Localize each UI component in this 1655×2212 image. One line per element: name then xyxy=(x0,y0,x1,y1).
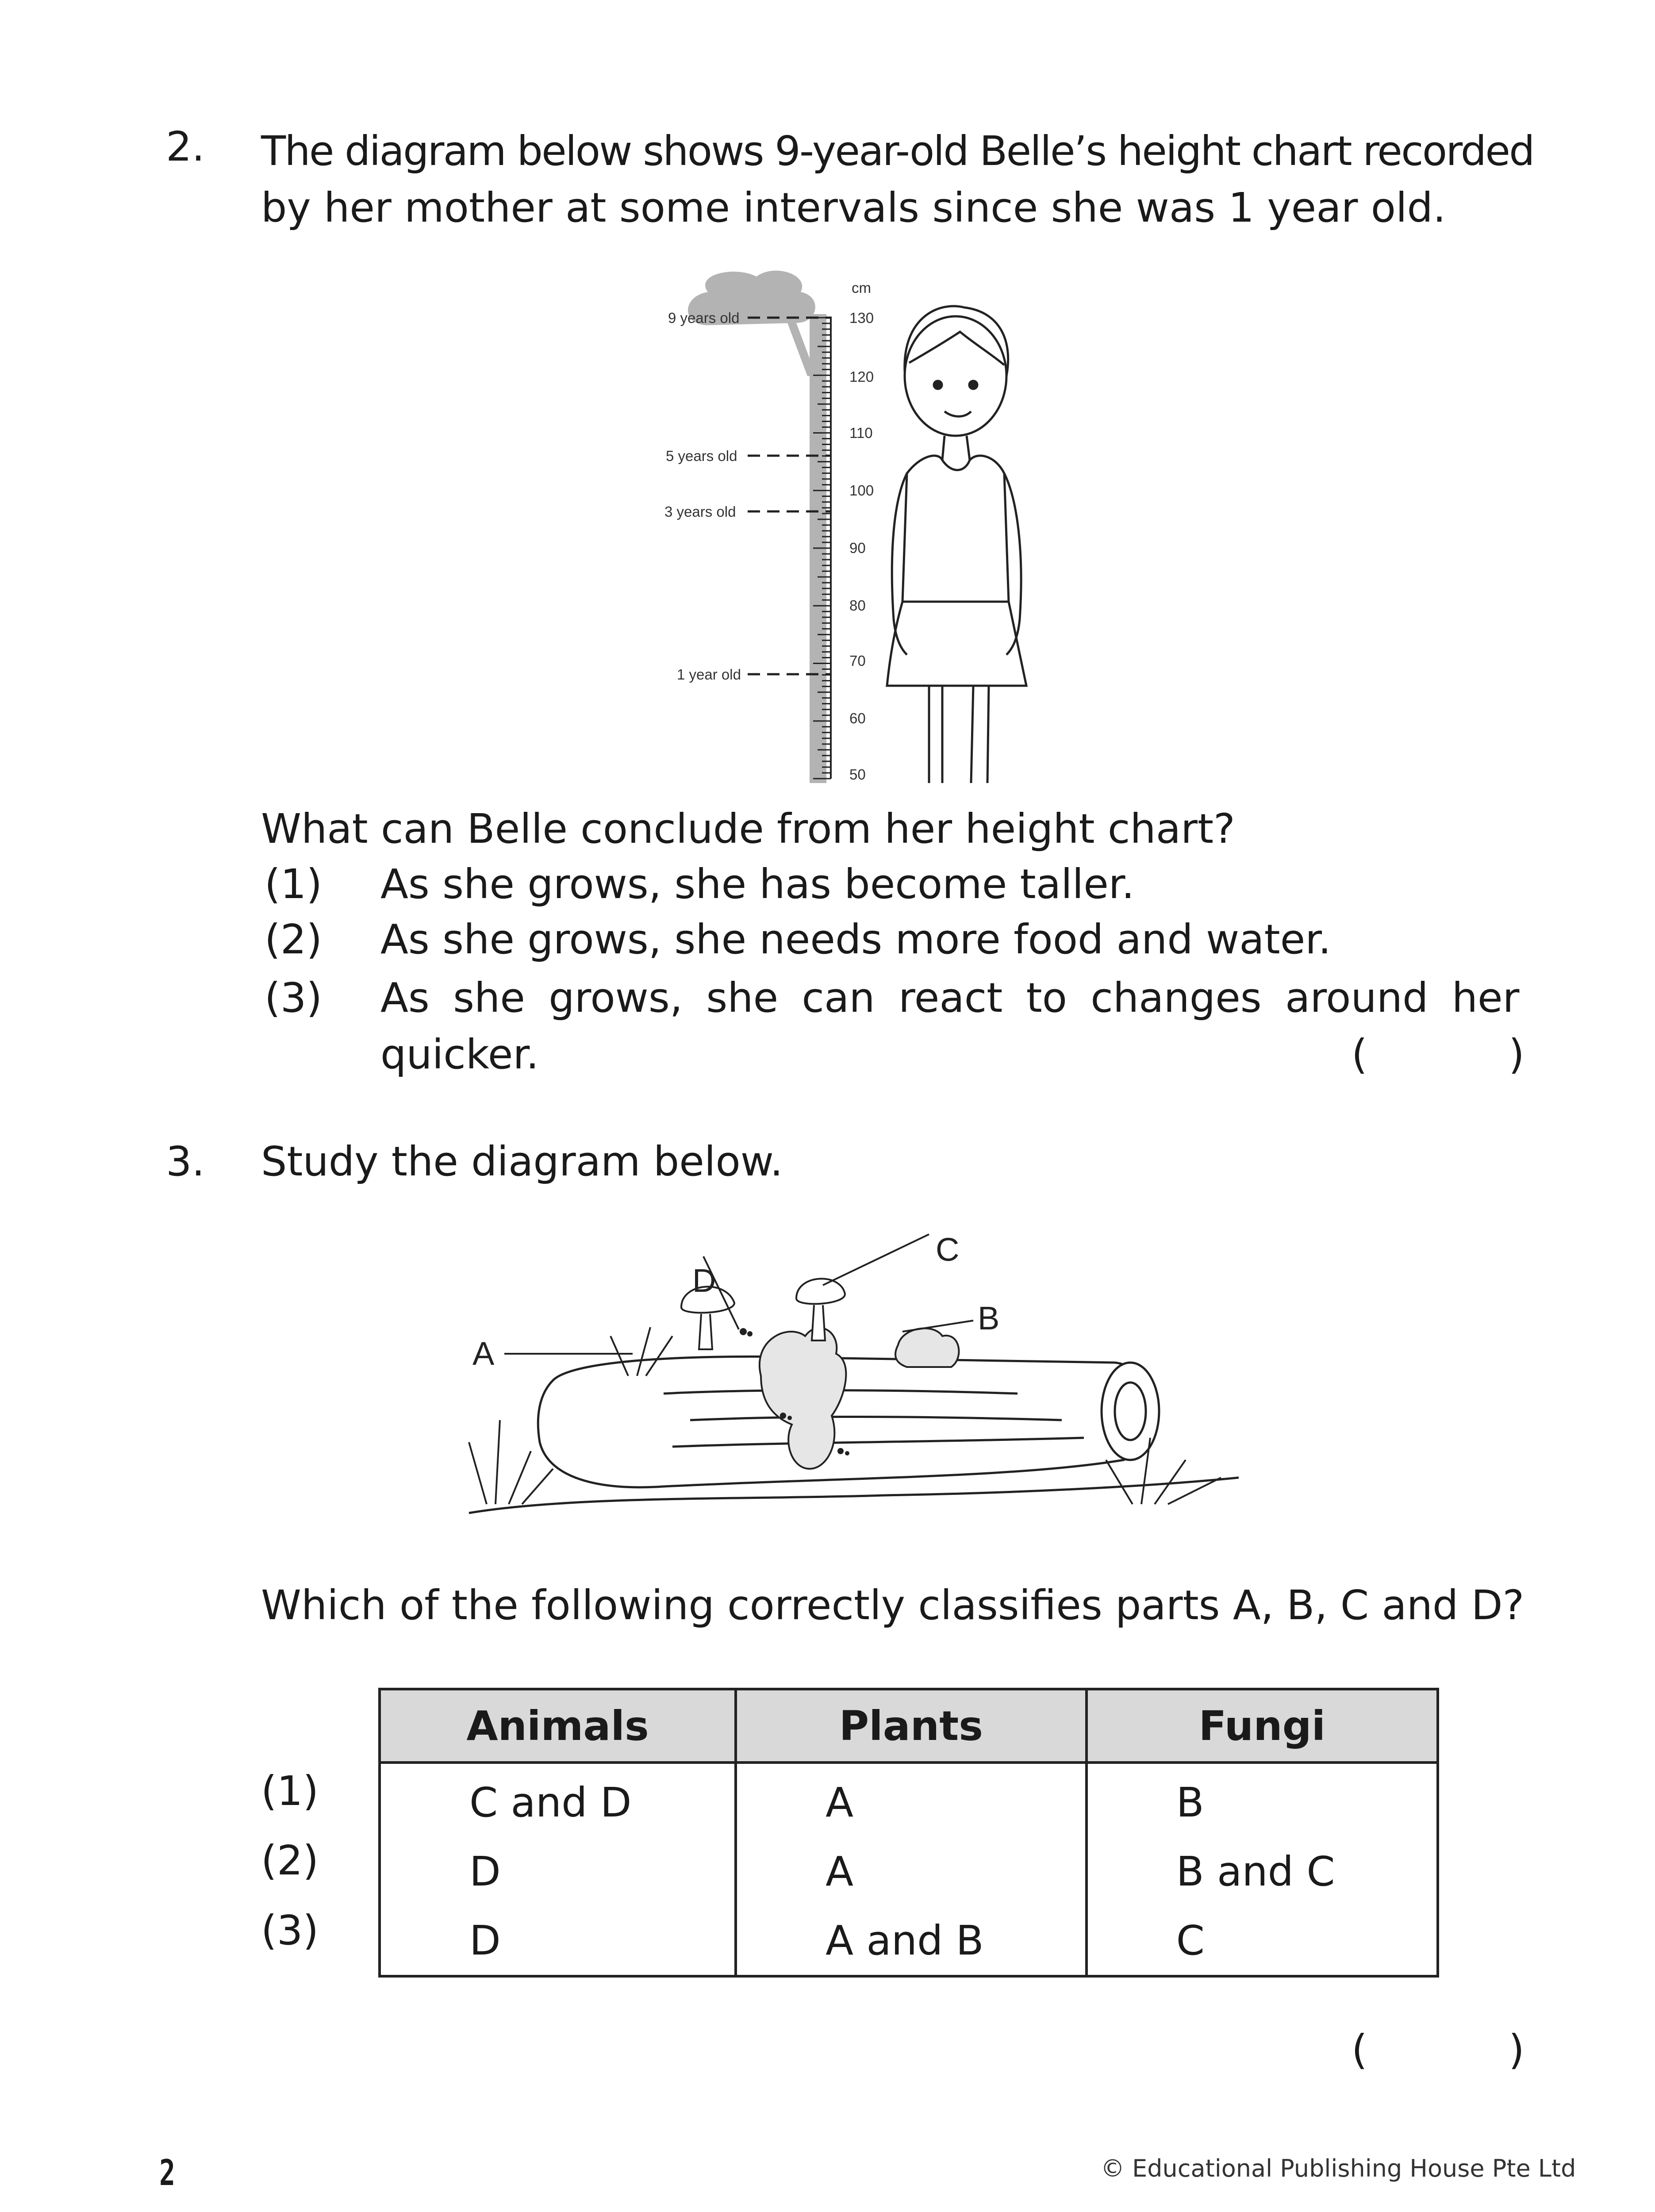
cell-fungi: C xyxy=(1087,1906,1438,1976)
question-2-number: 2. xyxy=(166,123,205,170)
chart-tick-80: 80 xyxy=(849,597,866,614)
chart-tick-90: 90 xyxy=(849,540,866,556)
mark-1-year-old: 1 year old xyxy=(677,666,741,683)
page-number: 2 xyxy=(159,2152,176,2193)
q2-option-1-label: (1) xyxy=(265,860,323,908)
cell-animals: D xyxy=(380,1906,736,1976)
cell-fungi: B xyxy=(1087,1763,1438,1837)
q2-option-3-text-line-1: As she grows, she can react to changes around her xyxy=(380,974,1520,1022)
question-3-number: 3. xyxy=(166,1138,205,1185)
height-chart-figure xyxy=(655,265,1106,787)
cell-plants: A and B xyxy=(736,1906,1086,1976)
q3-answer-blank[interactable] xyxy=(1376,2024,1500,2073)
q3-answer-bracket-close: ) xyxy=(1509,2026,1524,2074)
question-3-prompt: Which of the following correctly classifies parts A, B, C and D? xyxy=(261,1582,1524,1629)
diagram-label-a: A xyxy=(472,1335,495,1372)
question-2-prompt: What can Belle conclude from her height chart? xyxy=(261,805,1235,853)
header-plants: Plants xyxy=(736,1689,1086,1763)
q2-option-3-text-line-2: quicker. xyxy=(380,1031,539,1078)
cell-fungi: B and C xyxy=(1087,1837,1438,1906)
diagram-label-b: B xyxy=(978,1300,1000,1336)
q2-answer-blank[interactable] xyxy=(1376,1029,1500,1077)
girl-illustration xyxy=(887,306,1026,783)
q2-option-2-text: As she grows, she needs more food and water. xyxy=(380,916,1331,963)
question-2-stem-line-2: by her mother at some intervals since she was 1 year old. xyxy=(261,184,1446,231)
q3-option-3-label: (3) xyxy=(261,1907,319,1954)
q3-option-2-label: (2) xyxy=(261,1837,319,1884)
copyright-notice: © Educational Publishing House Pte Ltd xyxy=(1101,2154,1576,2182)
q2-answer-bracket-close: ) xyxy=(1509,1031,1524,1078)
log-diagram-figure xyxy=(442,1230,1261,1566)
mark-5-years-old: 5 years old xyxy=(666,448,737,464)
q2-option-3-label: (3) xyxy=(265,974,323,1022)
chart-tick-60: 60 xyxy=(849,710,866,726)
cell-animals: C and D xyxy=(380,1763,736,1837)
chart-tick-110: 110 xyxy=(849,425,873,441)
classification-table xyxy=(378,1688,1439,1978)
q2-option-2-label: (2) xyxy=(265,916,323,963)
mark-9-years-old: 9 years old xyxy=(668,310,740,326)
cell-plants: A xyxy=(736,1837,1086,1906)
chart-unit-label: cm xyxy=(852,280,871,296)
q2-answer-bracket-open: ( xyxy=(1352,1031,1367,1078)
chart-tick-70: 70 xyxy=(849,653,866,669)
table-row xyxy=(380,1906,1438,1976)
chart-tick-50: 50 xyxy=(849,766,866,783)
cell-plants: A xyxy=(736,1763,1086,1837)
cell-animals: D xyxy=(380,1837,736,1906)
chart-tick-130: 130 xyxy=(849,310,874,326)
table-row xyxy=(380,1837,1438,1906)
table-header-row xyxy=(380,1689,1438,1763)
diagram-label-c: C xyxy=(936,1231,960,1268)
q3-answer-bracket-open: ( xyxy=(1352,2026,1367,2074)
mark-3-years-old: 3 years old xyxy=(664,503,736,520)
diagram-label-d: D xyxy=(692,1262,716,1299)
header-fungi: Fungi xyxy=(1087,1689,1438,1763)
table-row xyxy=(380,1763,1438,1837)
q3-option-1-label: (1) xyxy=(261,1767,319,1815)
question-3-stem: Study the diagram below. xyxy=(261,1138,783,1185)
question-2-stem-line-1: The diagram below shows 9-year-old Belle’s height chart recorded xyxy=(261,127,1534,175)
chart-tick-120: 120 xyxy=(849,369,874,385)
chart-tick-100: 100 xyxy=(849,482,874,499)
header-animals: Animals xyxy=(380,1689,736,1763)
q2-option-1-text: As she grows, she has become taller. xyxy=(380,860,1135,908)
